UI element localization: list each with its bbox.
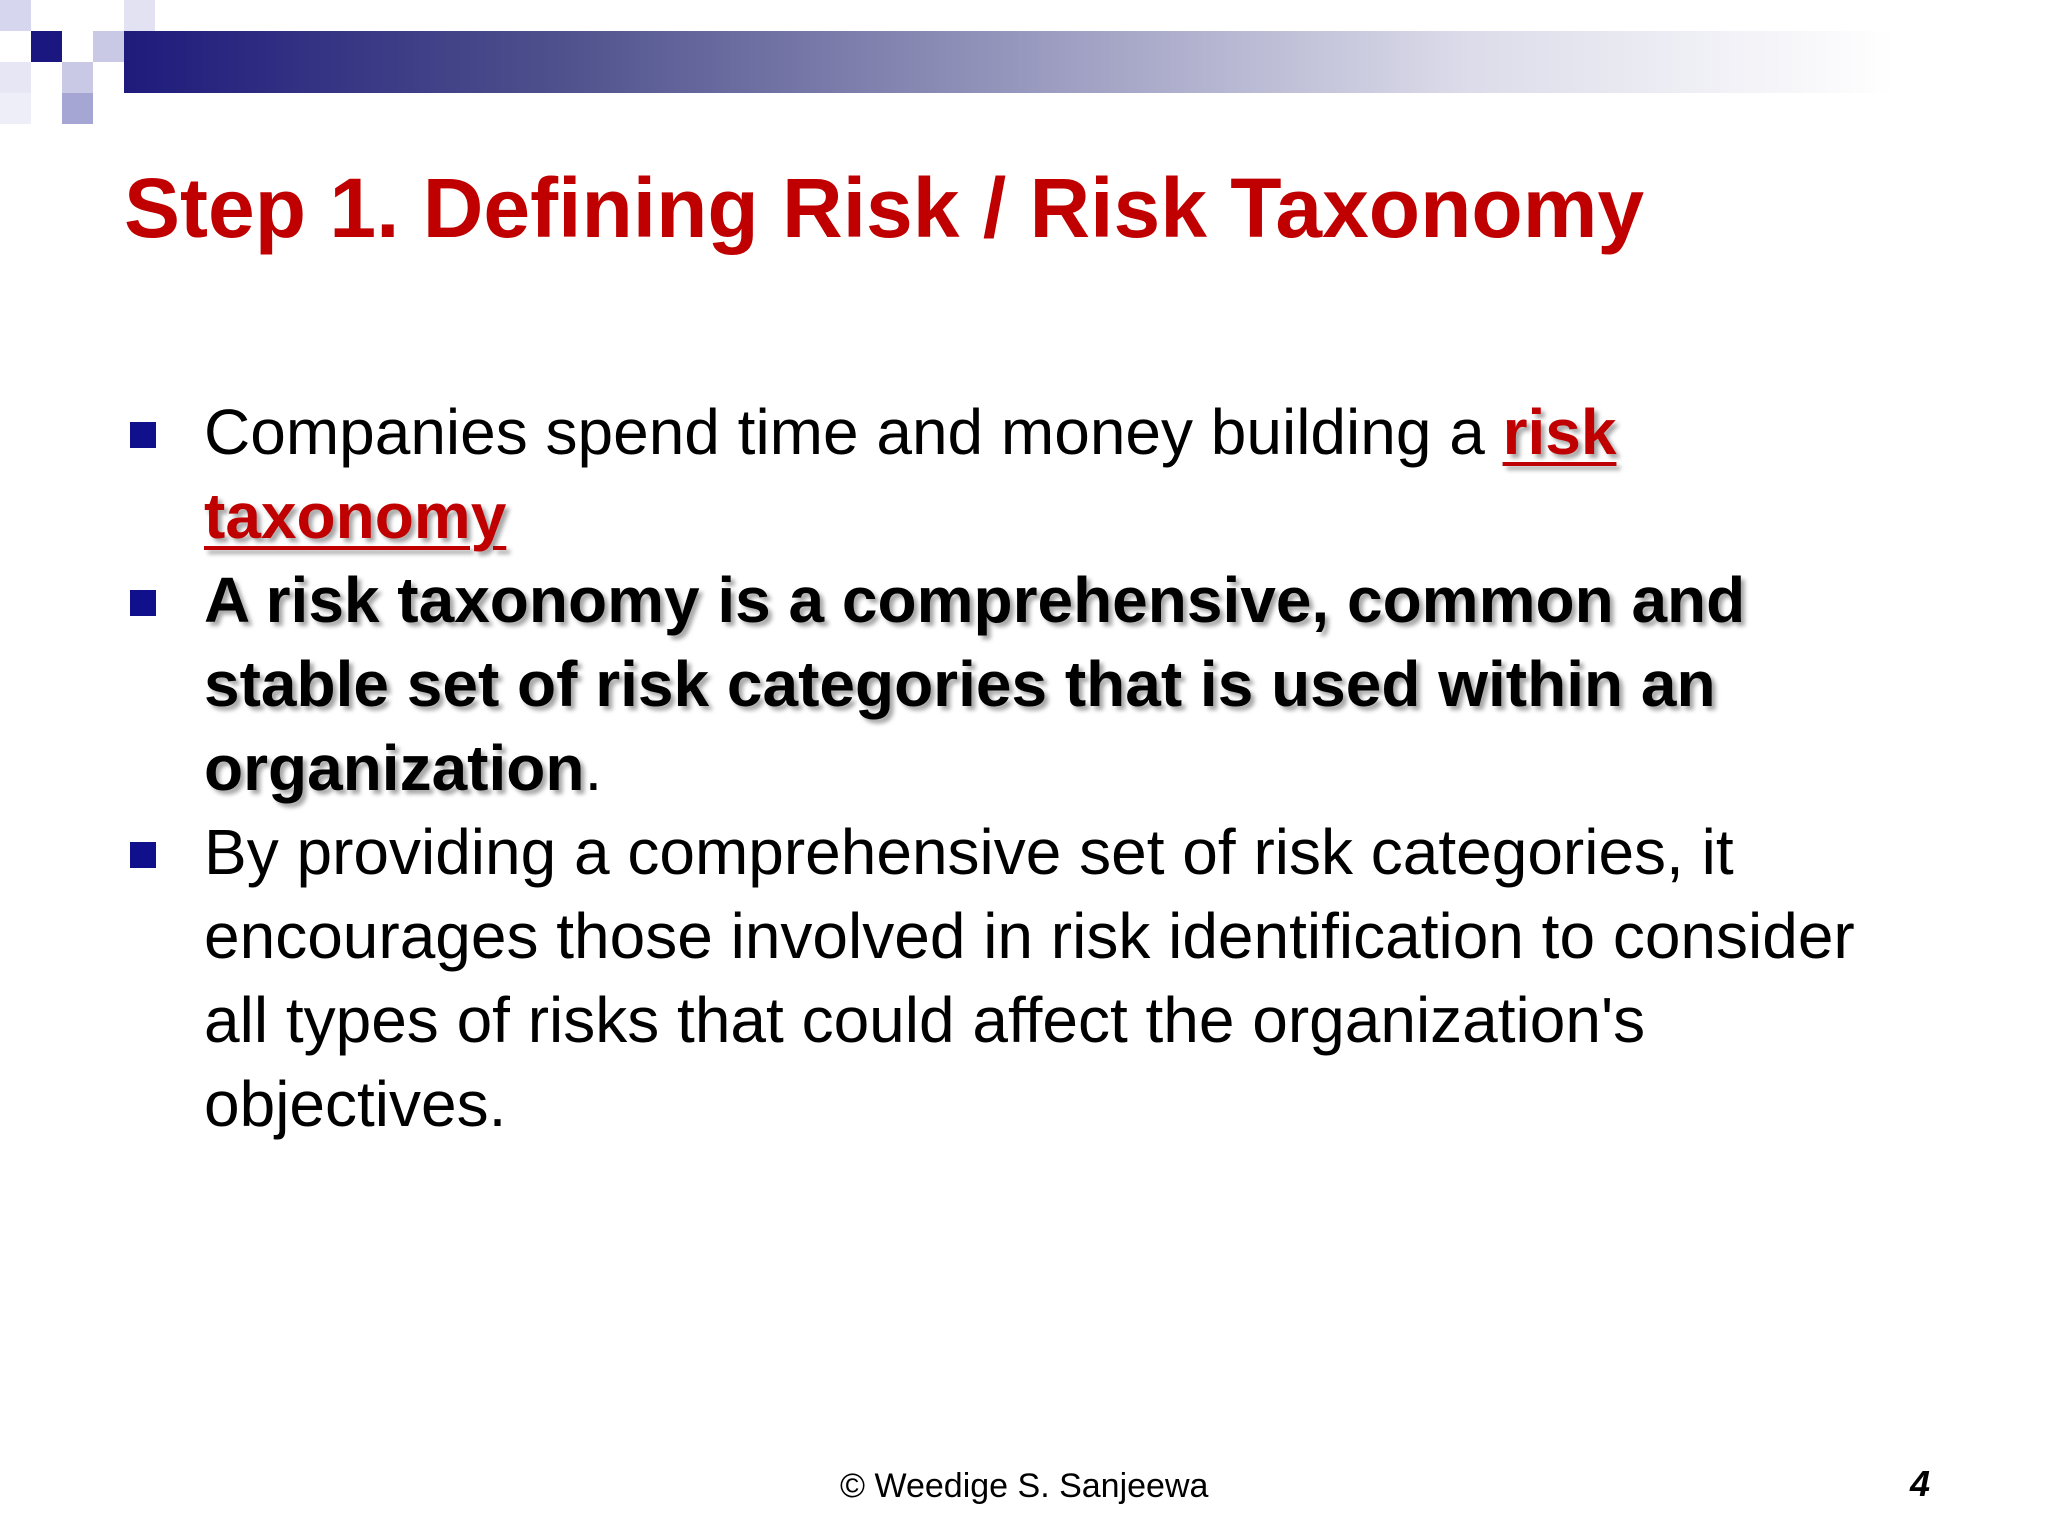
bullet-item [124, 390, 1904, 558]
bullet-list [124, 390, 1904, 1146]
square-bullet-icon [130, 422, 156, 448]
square-bullet-icon [130, 842, 156, 868]
definition-period: . [584, 732, 603, 804]
bullet-text: By providing a comprehensive set of risk categories, it encourages those involved in risk identification to consider all types of risks that could affect the organization's objectives. [204, 816, 1855, 1140]
header-gradient-bar [124, 31, 2048, 93]
bullet-item [124, 558, 1904, 810]
definition-text: A risk taxonomy is a comprehensive, common and stable set of risk categories that is used within an organization [204, 564, 1746, 804]
header-square [62, 93, 93, 124]
bullet-text [204, 396, 1616, 552]
bullet-item [124, 810, 1904, 1146]
bullet-text [204, 564, 1745, 804]
slide-title: Step 1. Defining Risk / Risk Taxonomy [124, 161, 1645, 255]
header-square [0, 0, 31, 31]
header-square [124, 0, 155, 31]
risk-taxonomy-link[interactable]: risk taxonomy [204, 396, 1617, 552]
header-square [0, 62, 31, 93]
page-number: 4 [1909, 1463, 1930, 1504]
header-square [31, 31, 62, 62]
header-square [62, 62, 93, 93]
header-square [0, 93, 31, 124]
footer-copyright: © Weedige S. Sanjeewa [840, 1467, 1209, 1505]
bullet-text-plain: Companies spend time and money building a [204, 396, 1503, 468]
header-square [93, 31, 124, 62]
square-bullet-icon [130, 590, 156, 616]
